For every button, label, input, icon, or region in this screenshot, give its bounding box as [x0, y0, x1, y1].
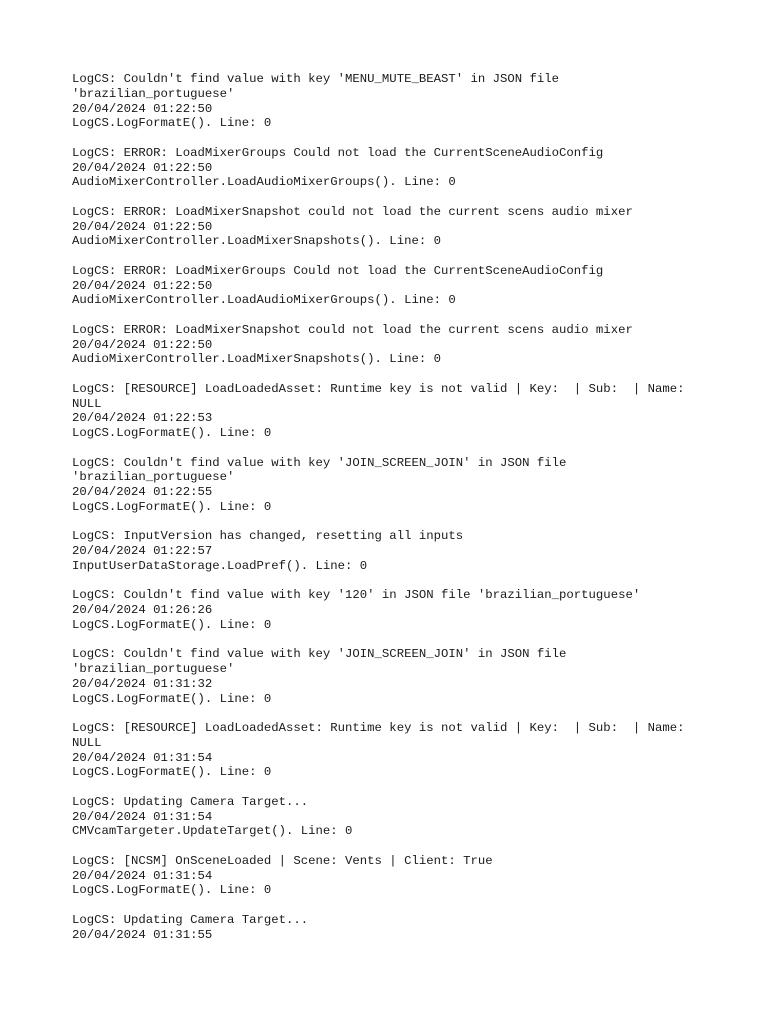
- log-source: LogCS.LogFormatE(). Line: 0: [72, 617, 272, 632]
- log-message: LogCS: [NCSM] OnSceneLoaded | Scene: Vents | Client: True: [72, 853, 493, 868]
- log-message-continuation: 'brazilian_portuguese': [72, 662, 235, 676]
- log-source: LogCS.LogFormatE(). Line: 0: [72, 765, 272, 780]
- log-message: LogCS: Couldn't find value with key '120' in JSON file 'brazilian_portuguese': [72, 588, 641, 603]
- log-message: LogCS: Couldn't find value with key 'JOIN_SCREEN_JOIN' in JSON file: [72, 455, 567, 470]
- log-message: LogCS: ERROR: LoadMixerGroups Could not load the CurrentSceneAudioConfig: [72, 263, 604, 278]
- log-entry: [72, 913, 712, 943]
- log-source: LogCS.LogFormatE(). Line: 0: [72, 116, 272, 131]
- log-entry: [72, 456, 712, 515]
- log-source: AudioMixerController.LoadAudioMixerGroups(). Line: 0: [72, 175, 456, 190]
- log-message: LogCS: [RESOURCE] LoadLoadedAsset: Runtime key is not valid | Key: | Sub: | Name:: [72, 381, 685, 396]
- log-source: LogCS.LogFormatE(). Line: 0: [72, 499, 272, 514]
- log-message: LogCS: Updating Camera Target...: [72, 794, 309, 809]
- log-message: LogCS: ERROR: LoadMixerSnapshot could not load the current scens audio mixer: [72, 204, 633, 219]
- log-source: LogCS.LogFormatE(). Line: 0: [72, 691, 272, 706]
- log-source: InputUserDataStorage.LoadPref(). Line: 0: [72, 558, 368, 573]
- log-entry: [72, 795, 712, 839]
- log-timestamp: 20/04/2024 01:22:50: [72, 101, 213, 116]
- log-document: [72, 72, 712, 957]
- log-message-continuation: NULL: [72, 396, 102, 411]
- log-source: AudioMixerController.LoadMixerSnapshots(). Line: 0: [72, 352, 441, 367]
- log-entry: [72, 529, 712, 573]
- log-entry: [72, 588, 712, 632]
- log-message: LogCS: InputVersion has changed, resetting all inputs: [72, 529, 464, 544]
- log-timestamp: 20/04/2024 01:22:53: [72, 411, 213, 426]
- log-message: LogCS: Updating Camera Target...: [72, 912, 309, 927]
- log-message-continuation: NULL: [72, 735, 102, 750]
- log-source: AudioMixerController.LoadMixerSnapshots(). Line: 0: [72, 234, 441, 249]
- log-timestamp: 20/04/2024 01:22:55: [72, 485, 213, 499]
- log-entry: [72, 854, 712, 898]
- log-source: AudioMixerController.LoadAudioMixerGroups(). Line: 0: [72, 293, 456, 308]
- log-entry: [72, 721, 712, 780]
- log-message: LogCS: Couldn't find value with key 'JOIN_SCREEN_JOIN' in JSON file: [72, 647, 567, 662]
- log-message: LogCS: ERROR: LoadMixerGroups Could not load the CurrentSceneAudioConfig: [72, 145, 604, 160]
- log-message-continuation: 'brazilian_portuguese': [72, 86, 235, 101]
- log-timestamp: 20/04/2024 01:22:50: [72, 278, 213, 293]
- log-source: LogCS.LogFormatE(). Line: 0: [72, 426, 272, 440]
- log-timestamp: 20/04/2024 01:22:50: [72, 160, 213, 175]
- log-timestamp: 20/04/2024 01:26:26: [72, 603, 213, 617]
- log-entry: [72, 146, 712, 190]
- log-entry: [72, 323, 712, 367]
- log-timestamp: 20/04/2024 01:22:50: [72, 337, 213, 352]
- log-entry: [72, 264, 712, 308]
- log-source: CMVcamTargeter.UpdateTarget(). Line: 0: [72, 824, 353, 839]
- log-timestamp: 20/04/2024 01:31:54: [72, 868, 213, 883]
- log-entry: [72, 647, 712, 706]
- log-message: LogCS: ERROR: LoadMixerSnapshot could not load the current scens audio mixer: [72, 322, 633, 337]
- log-timestamp: 20/04/2024 01:22:50: [72, 219, 213, 234]
- log-timestamp: 20/04/2024 01:31:54: [72, 750, 213, 765]
- log-entry: [72, 72, 712, 131]
- log-message: LogCS: Couldn't find value with key 'MENU_MUTE_BEAST' in JSON file: [72, 72, 560, 86]
- log-source: LogCS.LogFormatE(). Line: 0: [72, 883, 272, 898]
- log-timestamp: 20/04/2024 01:22:57: [72, 544, 213, 558]
- log-entry: [72, 205, 712, 249]
- log-timestamp: 20/04/2024 01:31:55: [72, 927, 213, 942]
- log-timestamp: 20/04/2024 01:31:54: [72, 809, 213, 824]
- log-timestamp: 20/04/2024 01:31:32: [72, 676, 213, 691]
- log-message-continuation: 'brazilian_portuguese': [72, 470, 235, 485]
- log-entry: [72, 382, 712, 441]
- log-message: LogCS: [RESOURCE] LoadLoadedAsset: Runtime key is not valid | Key: | Sub: | Name:: [72, 721, 685, 735]
